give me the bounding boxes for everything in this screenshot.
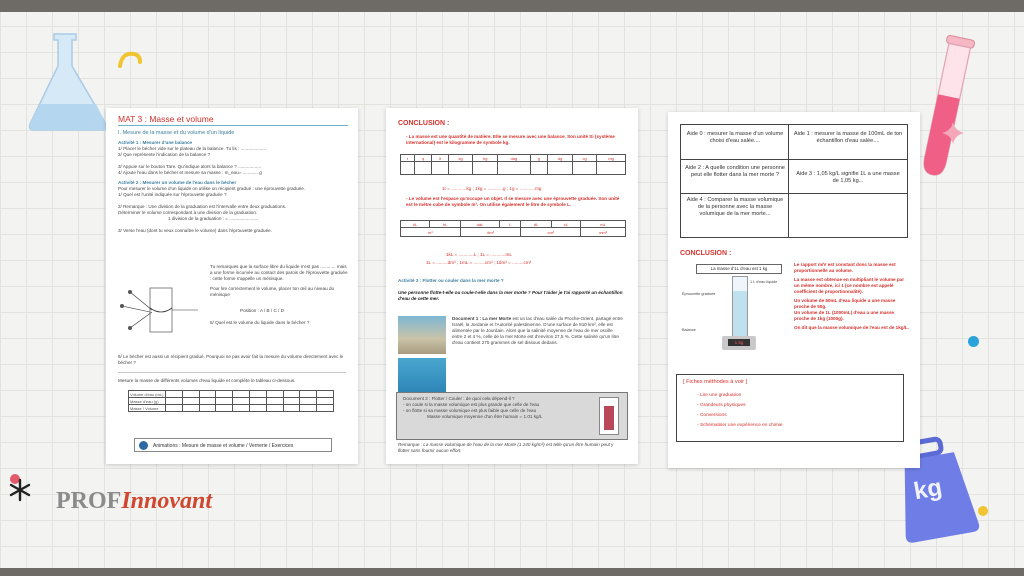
table-header-cell: q bbox=[414, 155, 432, 162]
remarque: 2/ Remarque : Une division de la graduation est l'intervalle entre deux graduations. bbox=[118, 204, 287, 209]
scale-display: 1 kg bbox=[728, 339, 750, 346]
mass-volume-table bbox=[128, 390, 334, 412]
globe-icon bbox=[139, 441, 148, 450]
table-cell[interactable] bbox=[498, 162, 530, 175]
flask-icon bbox=[18, 26, 118, 136]
document-1 bbox=[452, 316, 624, 346]
table-row bbox=[401, 162, 626, 175]
table-row bbox=[401, 221, 626, 228]
table-header-cell: mm³ bbox=[581, 228, 626, 237]
help-card-1[interactable]: Aide 1 : mesurer la masse de 100mL de ton échantillon d'eau salée.... bbox=[793, 131, 903, 144]
table-cell[interactable] bbox=[216, 398, 233, 405]
table-header-cell: kL bbox=[401, 221, 430, 228]
document-2-line-a: - on coule si la masse volumique est plus grande que celle de l'eau bbox=[403, 402, 540, 407]
table-cell[interactable] bbox=[300, 398, 317, 405]
table-header-cell: dm³ bbox=[460, 228, 521, 237]
conclusion-line-1: Le rapport m/V est constant donc la masse est proportionnelle au volume. bbox=[794, 262, 896, 273]
remarque-2: Déterminer le volume correspondant à une division de la graduation. bbox=[118, 210, 258, 215]
bottle-image bbox=[599, 397, 619, 435]
question-4: 4/ Ajoute l'eau dans le bécher et mesure sa masse : m_eau= ............ g bbox=[118, 170, 262, 175]
table-header-cell: t bbox=[401, 155, 415, 162]
table-cell[interactable] bbox=[597, 162, 626, 175]
brand-innovant: Innovant bbox=[121, 488, 213, 514]
table-header-cell: dL bbox=[521, 221, 551, 228]
question-3: 3/ Appuie sur le bouton Tare. Qu'indique alors la balance ? .................. bbox=[118, 164, 262, 169]
fiches-title: [ Fiches méthodes à voir ] bbox=[683, 379, 748, 385]
worksheet-page-2 bbox=[386, 108, 638, 464]
blue-dot bbox=[968, 336, 979, 347]
help-card-4[interactable]: Aide 4 : Comparer la masse volumique de la personne avec la masse volumique de la mer morte... bbox=[686, 197, 784, 217]
table-row bbox=[401, 155, 626, 162]
table-cell[interactable] bbox=[233, 391, 250, 398]
animations-link[interactable] bbox=[134, 438, 332, 452]
table-header-cell: lt bbox=[432, 155, 449, 162]
table-cell[interactable] bbox=[473, 162, 498, 175]
question-2: 2/ Que représente l'indication de la balance ? bbox=[118, 152, 211, 157]
fiches-box bbox=[676, 374, 904, 442]
document-2-title: Document 2 : Flotter / Couler : de quoi cela dépend-il ? bbox=[403, 396, 515, 401]
table-header-cell: cg bbox=[573, 155, 597, 162]
conclusion-line-4: Un volume de 1L (1000mL) d'eau a une masse proche de 1kg (1000g). bbox=[794, 310, 895, 321]
brand-prof: PROF bbox=[56, 488, 122, 514]
fiche-link-label: Schématiser une expérience en chimie bbox=[699, 423, 783, 428]
sparkle-icon bbox=[940, 120, 966, 146]
fiche-link-label: Lire une graduation bbox=[699, 393, 742, 398]
graduated-cylinder bbox=[732, 276, 748, 338]
table-cell[interactable] bbox=[266, 398, 283, 405]
table-header-cell: cm³ bbox=[521, 228, 581, 237]
table-row-label: Masse d'eau (g) bbox=[129, 398, 166, 405]
table-header-cell: kg bbox=[449, 155, 473, 162]
bottom-frame-bar bbox=[0, 568, 1024, 576]
worksheet-page-1 bbox=[106, 108, 358, 464]
table-cell[interactable] bbox=[300, 405, 317, 412]
animations-label: Animations : Mesure de masse et volume / Vernerie / Exercices bbox=[153, 443, 294, 449]
conclusion-line-2: La masse est obtenue en multipliant le volume par un même nombre, ici 1 (ce nombre est appelé coefficient de proportionnalité). bbox=[794, 277, 905, 294]
fiches-list bbox=[697, 391, 783, 431]
conclusion-line-5: On dit que la masse volumique de l'eau est de 1kg/L. bbox=[794, 325, 909, 330]
activity-2-title: Activité 2 : Mesurer un volume de l'eau dans le bécher bbox=[118, 180, 237, 185]
activity-1-title: Activité 1 : Mesurer d'une balance bbox=[118, 140, 193, 145]
table-cell[interactable] bbox=[182, 391, 199, 398]
mass-conversions: 1t = ............kg ; 1kg = ............g ; 1g = ............mg bbox=[442, 186, 542, 191]
kg-label: kg bbox=[911, 473, 945, 506]
volume-conversions-1: 1kL = ............L ; 1L = ............mL bbox=[446, 252, 512, 257]
table-row bbox=[129, 391, 334, 398]
figure-label-cylinder: Éprouvette graduée bbox=[682, 292, 716, 296]
activity-3-question: Une personne flotte-t-elle ou coule-t-elle dans la mer morte ? Pour t'aider je t'ai rapporté un échantillon d'eau de cette mer. bbox=[398, 290, 623, 301]
table-cell[interactable] bbox=[266, 405, 283, 412]
table-instruction: Mesure la masse de différents volumes d'eau liquide et complète le tableau ci-dessous. bbox=[118, 378, 296, 383]
document-1-text: est un lac d'eau salée du Proche-Orient, partagé entre Israël, la Jordanie et l'Autorité palestinienne. D'une surface de 810 km², elle est alimentée par le Jourdain. Alors que la salinité moyenne de l'eau de mer oscille entre 2 et 4 %, celle de la mer Morte est d'environ 27,5 %. Cette salinité qu'un litre d'eau contient 275 grammes de sel dissous dedans. bbox=[452, 316, 623, 345]
table-cell[interactable] bbox=[317, 398, 334, 405]
table-header-cell: hL bbox=[430, 221, 460, 228]
fiche-link[interactable]: - Grandeurs physiques bbox=[697, 403, 746, 408]
meniscus-diagram bbox=[120, 286, 200, 334]
volume-definition: - Le volume est l'espace qu'occupe un objet. Il se mesure avec une éprouvette graduée. Son unité est le mètre cube de symbole m³. On utilise également le litre de symbole L. bbox=[406, 196, 620, 207]
table-cell[interactable] bbox=[233, 398, 250, 405]
table-cell[interactable] bbox=[283, 405, 300, 412]
divider bbox=[118, 372, 346, 373]
document-2-line-c: Masse volumique moyenne d'un être humain = 1.01 kg/L bbox=[427, 414, 543, 419]
help-card-3[interactable]: Aide 3 : 1,05 kg/L signifie 1L a une masse de 1,05 kg... bbox=[796, 171, 900, 184]
table-row bbox=[129, 398, 334, 405]
document-2 bbox=[403, 396, 597, 420]
table-cell[interactable] bbox=[233, 405, 250, 412]
table-cell[interactable] bbox=[166, 398, 183, 405]
table-cell[interactable] bbox=[266, 391, 283, 398]
activity-3-title: Activité 3 : Flotter ou couler dans la mer morte ? bbox=[398, 278, 504, 283]
table-cell[interactable] bbox=[216, 405, 233, 412]
help-card-2[interactable]: Aide 2 : A quelle condition une personne peut elle flotter dans la mer morte ? bbox=[685, 165, 785, 178]
swimmer-photo bbox=[398, 358, 446, 392]
table-cell[interactable] bbox=[573, 162, 597, 175]
dead-sea-photo bbox=[398, 316, 446, 354]
document-2-box bbox=[396, 392, 628, 440]
table-cell[interactable] bbox=[199, 398, 216, 405]
volume-conversions-2: 1L = .........dm³ ; 1mL = .........cm³ ; 1dm³ = .........cm³ bbox=[426, 260, 532, 265]
table-header-cell: g bbox=[530, 155, 548, 162]
scale-balance bbox=[722, 336, 756, 350]
table-header-cell: mg bbox=[597, 155, 626, 162]
figure-label-water: 1 L d'eau liquide bbox=[750, 280, 778, 284]
conclusion-line-3: Un volume de 50mL d'eau liquide a une masse proche de 50g. bbox=[794, 298, 896, 309]
question-7: 3/ Verse l'eau (dont tu veux connaître le volume) dans l'éprouvette graduée. bbox=[118, 228, 272, 233]
activity-block-1 bbox=[118, 140, 346, 234]
question-8: 5/ Quel est le volume du liquide dans le bécher ? bbox=[210, 320, 310, 325]
mass-definition: - La masse est une quantité de matière. Elle se mesure avec une balance. Son unité Si (système international) est le kilogramme de symbole kg. bbox=[406, 134, 615, 145]
table-cell[interactable] bbox=[216, 391, 233, 398]
question-5: Pour mesurer le volume d'un liquide on utilise un récipient gradué : une éprouvette graduée. bbox=[118, 186, 306, 191]
meniscus-text-block bbox=[210, 264, 348, 326]
lecture-text: Pour lire correctement le volume, placer ton œil au niveau du ménisque bbox=[210, 286, 335, 297]
help-card-0[interactable]: Aide 0 : mesurer la masse d'un volume choisi d'eau salée.... bbox=[686, 131, 784, 144]
page-title: MAT 3 : Masse et volume bbox=[118, 114, 214, 124]
table-cell[interactable] bbox=[249, 405, 266, 412]
water-figure bbox=[682, 262, 788, 354]
table-cell[interactable] bbox=[432, 162, 449, 175]
table-cell[interactable] bbox=[166, 391, 183, 398]
table-cell[interactable] bbox=[199, 405, 216, 412]
table-header-cell: cL bbox=[551, 221, 580, 228]
table-cell[interactable] bbox=[317, 405, 334, 412]
table-cell[interactable] bbox=[182, 398, 199, 405]
table-row bbox=[129, 405, 334, 412]
remarque-3: 1 division de la graduation : = ....................... bbox=[168, 216, 259, 221]
table-cell[interactable] bbox=[283, 391, 300, 398]
table-cell[interactable] bbox=[182, 405, 199, 412]
table-cell[interactable] bbox=[414, 162, 432, 175]
position-choices: Position : A / B / C / D bbox=[240, 308, 284, 313]
worksheet-page-3 bbox=[668, 112, 920, 468]
help-cards-grid bbox=[680, 124, 908, 238]
asterisk-icon bbox=[8, 478, 32, 502]
top-frame-bar bbox=[0, 0, 1024, 12]
menisque-text: Tu remarques que la surface libre du liquide n'est pas ............ mais a une forme incurvée au contact des parois de l'éprouvette graduée : cette forme s'appelle un ménisque. bbox=[210, 264, 348, 281]
figure-caption: La masse d'1L d'eau est 1 kg bbox=[696, 264, 782, 274]
fiche-link-label: Conversions bbox=[699, 413, 727, 418]
table-cell[interactable] bbox=[548, 162, 573, 175]
document-1-title: Document 1 : La mer Morte bbox=[452, 316, 512, 321]
table-cell[interactable] bbox=[166, 405, 183, 412]
figure-label-balance: Balance bbox=[682, 328, 696, 332]
fiche-link-label: Grandeurs physiques bbox=[699, 403, 746, 408]
table-header-cell: m³ bbox=[401, 228, 461, 237]
document-2-line-b: - on flotte si sa masse volumique est plus faible que celle de l'eau bbox=[403, 408, 537, 413]
table-cell[interactable] bbox=[283, 398, 300, 405]
question-9: 6/ Le bécher est aussi un récipient gradué. Pourquoi ne pas avoir fait la mesure du volume directement avec le bécher ? bbox=[118, 354, 344, 365]
table-cell[interactable] bbox=[449, 162, 473, 175]
conclusion-title: CONCLUSION : bbox=[398, 120, 450, 127]
section-heading: I. Mesure de la masse et du volume d'un liquide bbox=[118, 130, 235, 136]
table-row-label: Masse / Volume bbox=[129, 405, 166, 412]
curl-decoration-icon bbox=[116, 48, 144, 70]
table-header-cell: dag bbox=[498, 155, 530, 162]
table-header-cell: dg bbox=[548, 155, 573, 162]
test-tube-icon bbox=[910, 30, 980, 190]
fiche-link[interactable]: - Schématiser une expérience en chimie bbox=[697, 423, 783, 428]
question-6: 1/ Quel est l'unité indiquée sur l'éprouvette graduée ? bbox=[118, 192, 227, 197]
table-cell[interactable] bbox=[249, 391, 266, 398]
brand-logo bbox=[56, 488, 212, 515]
table-header-cell: L bbox=[500, 221, 521, 228]
conclusion-text bbox=[794, 262, 910, 331]
table-row-label: Volume d'eau (mL) bbox=[129, 391, 166, 398]
table-header-cell: daL bbox=[460, 221, 499, 228]
remarque-note: Remarque : La masse volumique de l'eau de la mer Morte (1 240 kg/m³) est telle qu'un être humain peut y flotter sans fournir aucun effort. bbox=[398, 442, 614, 453]
title-rule bbox=[118, 125, 348, 126]
table-cell[interactable] bbox=[249, 398, 266, 405]
table-cell[interactable] bbox=[300, 391, 317, 398]
table-cell[interactable] bbox=[317, 391, 334, 398]
question-1: 1/ Placer le bécher vide sur le plateau de la balance. Tu lis : .................... bbox=[118, 146, 267, 151]
table-cell[interactable] bbox=[199, 391, 216, 398]
table-header-cell: mL bbox=[581, 221, 626, 228]
table-row bbox=[401, 228, 626, 237]
fiche-link[interactable]: - Lire une graduation bbox=[697, 393, 742, 398]
table-cell[interactable] bbox=[401, 162, 415, 175]
table-cell[interactable] bbox=[530, 162, 548, 175]
yellow-dot bbox=[978, 506, 988, 516]
fiche-link[interactable]: - Conversions bbox=[697, 413, 727, 418]
conclusion-title: CONCLUSION : bbox=[680, 250, 732, 257]
table-header-cell: hg bbox=[473, 155, 498, 162]
mass-units-table bbox=[400, 154, 626, 175]
volume-units-table bbox=[400, 220, 626, 237]
